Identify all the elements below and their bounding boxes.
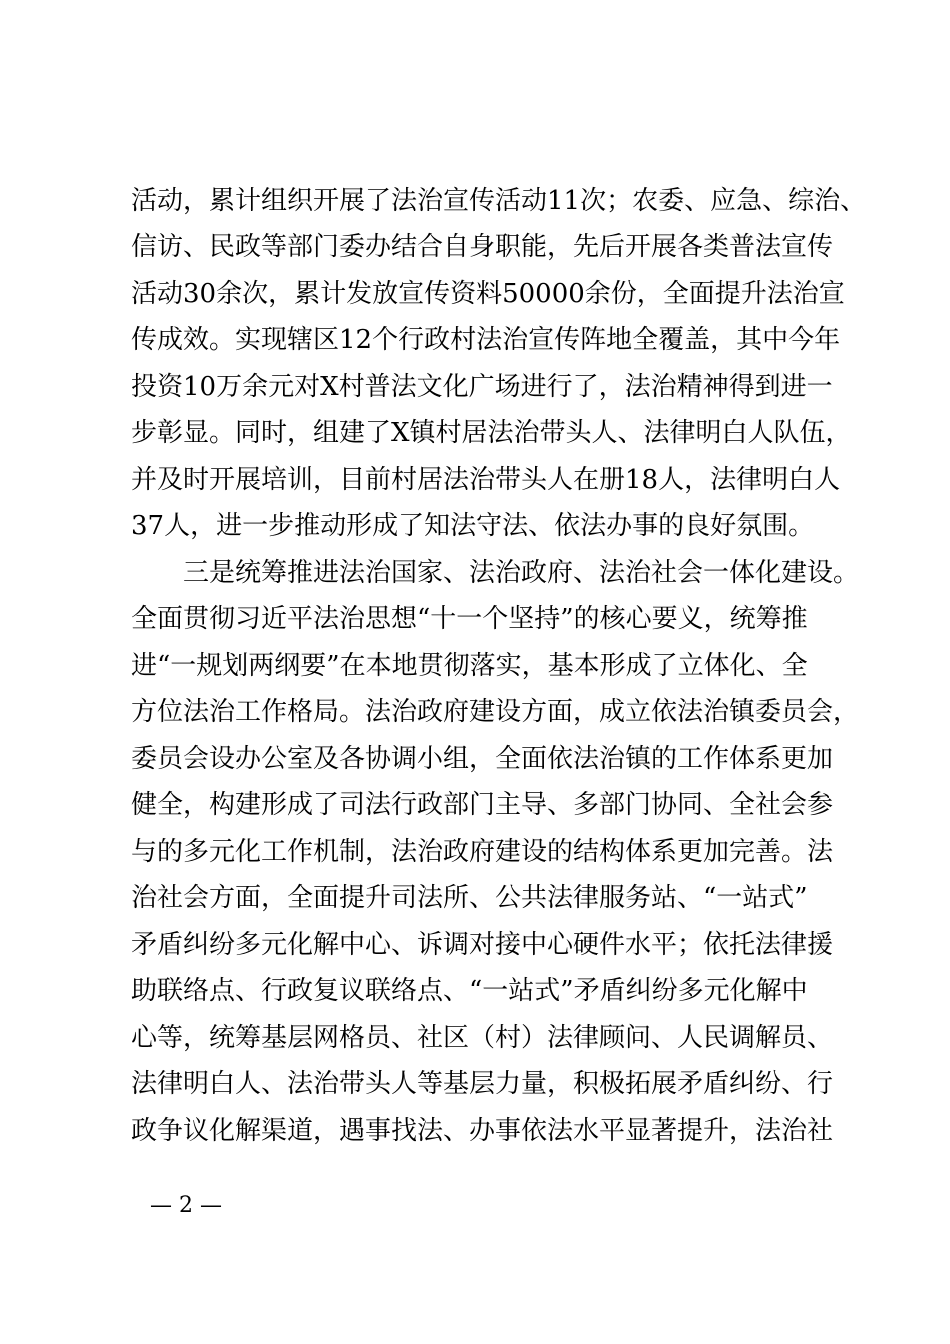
body-line-3: 活动30余次，累计发放宣传资料50000余份，全面提升法治宣 bbox=[131, 279, 845, 309]
page-number: — 2 — bbox=[150, 1193, 222, 1218]
body-line-20: 法律明白人、法治带头人等基层力量，积极拓展矛盾纠纷、行 bbox=[131, 1069, 834, 1099]
body-line-6: 步彰显。同时，组建了X镇村居法治带头人、法律明白人队伍， bbox=[131, 418, 852, 448]
body-line-15: 与的多元化工作机制，法治政府建设的结构体系更加完善。法 bbox=[131, 837, 834, 867]
body-line-14: 健全，构建形成了司法行政部门主导、多部门协同、全社会参 bbox=[131, 790, 834, 820]
body-line-9: 三是统筹推进法治国家、法治政府、法治社会一体化建设。 bbox=[131, 558, 860, 588]
body-line-12: 方位法治工作格局。法治政府建设方面，成立依法治镇委员会， bbox=[131, 697, 860, 727]
body-line-7: 并及时开展培训，目前村居法治带头人在册18人，法律明白人 bbox=[131, 465, 841, 495]
body-line-21: 政争议化解渠道，遇事找法、办事依法水平显著提升，法治社 bbox=[131, 1116, 834, 1146]
body-line-17: 矛盾纠纷多元化解中心、诉调对接中心硬件水平；依托法律援 bbox=[131, 930, 834, 960]
body-line-19: 心等，统筹基层网格员、社区（村）法律顾问、人民调解员、 bbox=[131, 1023, 834, 1053]
body-line-16: 治社会方面，全面提升司法所、公共法律服务站、“一站式” bbox=[131, 883, 808, 913]
body-line-5: 投资10万余元对X村普法文化广场进行了，法治精神得到进一 bbox=[131, 372, 833, 402]
body-line-11: 进“一规划两纲要”在本地贯彻落实，基本形成了立体化、全 bbox=[131, 651, 808, 681]
body-line-4: 传成效。实现辖区12个行政村法治宣传阵地全覆盖，其中今年 bbox=[131, 325, 841, 355]
body-line-2: 信访、民政等部门委办结合自身职能，先后开展各类普法宣传 bbox=[131, 232, 834, 262]
body-line-10: 全面贯彻习近平法治思想“十一个坚持”的核心要义，统筹推 bbox=[131, 604, 808, 634]
body-line-1: 活动，累计组织开展了法治宣传活动11次；农委、应急、综治、 bbox=[131, 186, 867, 216]
body-line-18: 助联络点、行政复议联络点、“一站式”矛盾纠纷多元化解中 bbox=[131, 976, 808, 1006]
body-line-8: 37人，进一步推动形成了知法守法、依法办事的良好氛围。 bbox=[131, 511, 815, 541]
body-line-13: 委员会设办公室及各协调小组，全面依法治镇的工作体系更加 bbox=[131, 744, 834, 774]
